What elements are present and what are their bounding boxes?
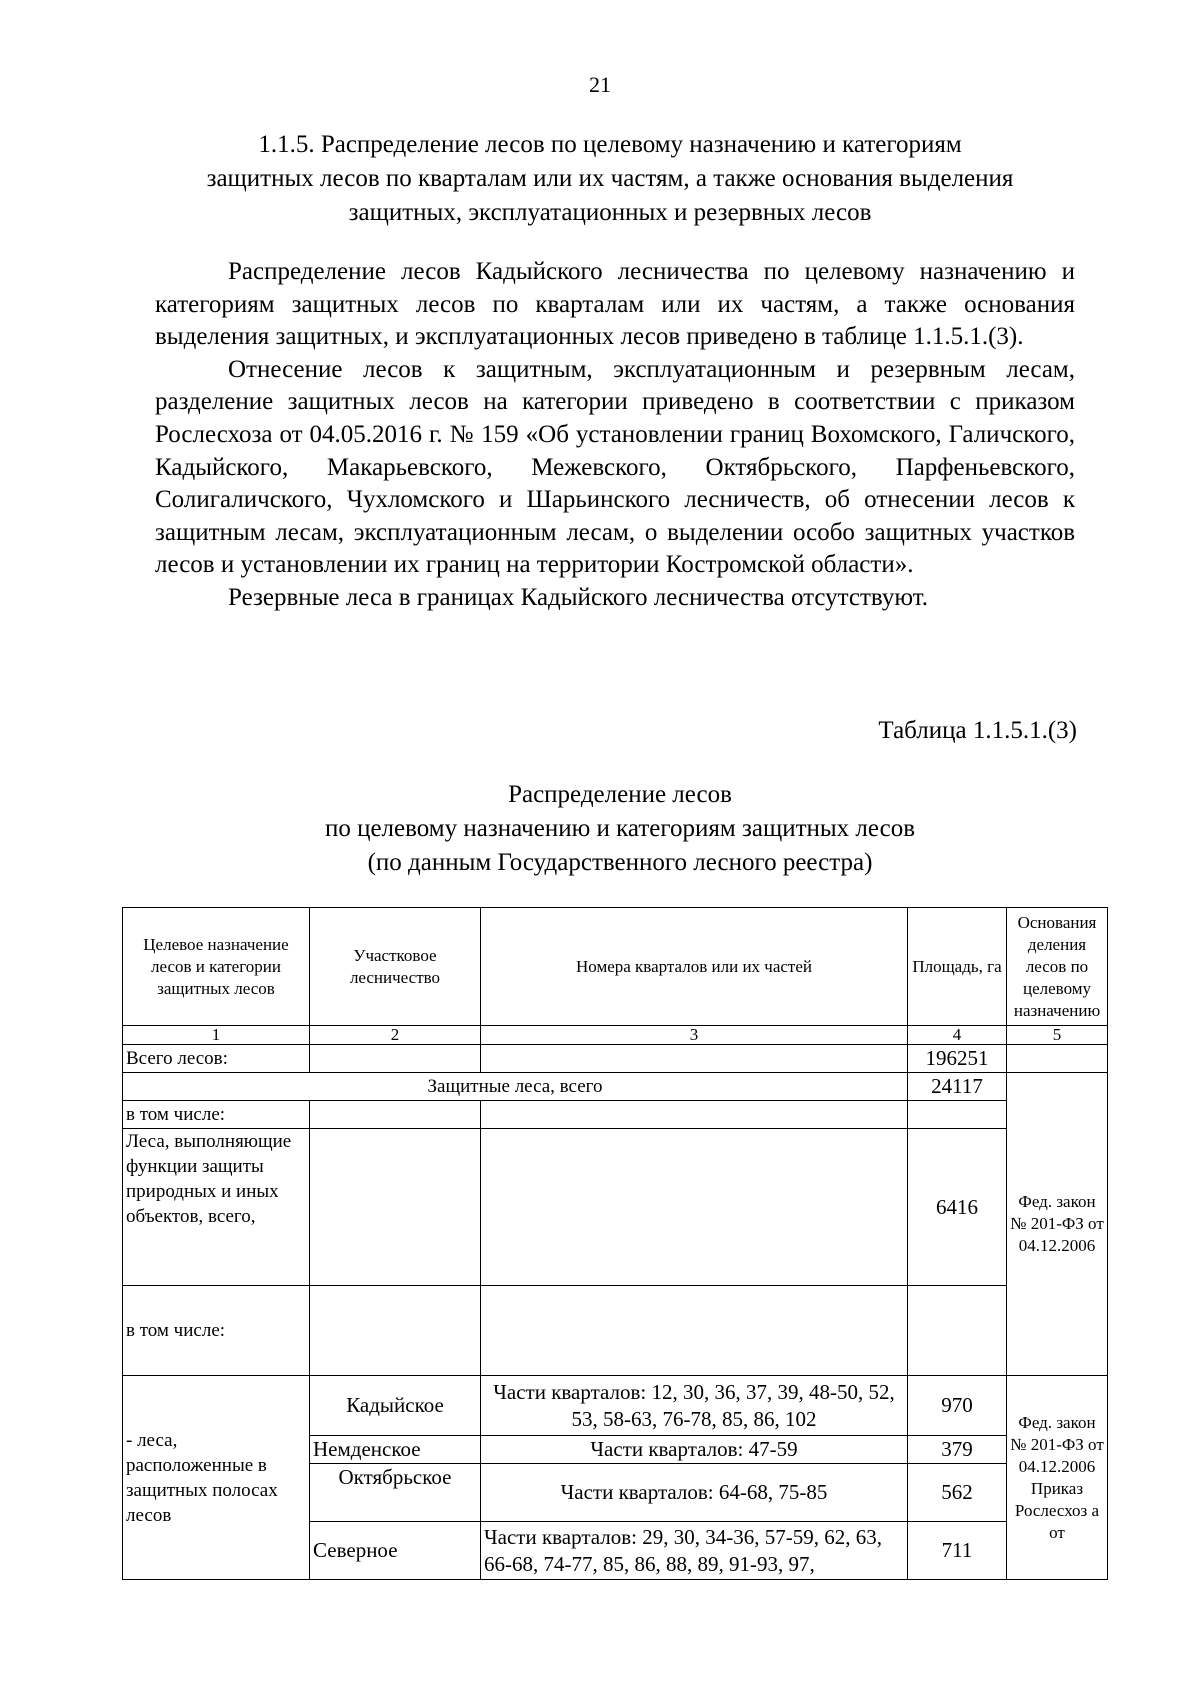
natural-protection-area: 6416: [908, 1129, 1007, 1286]
paragraph: Резервные леса в границах Кадыйского лесничества отсутствуют.: [228, 583, 928, 611]
including-label: в том числе:: [123, 1286, 310, 1376]
natural-protection-label: Леса, выполняющие функции защиты природных и иных объектов, всего,: [123, 1129, 310, 1286]
strip-area: 379: [908, 1436, 1007, 1464]
total-area: 196251: [908, 1045, 1007, 1073]
empty-cell: [481, 1286, 908, 1376]
empty-cell: [310, 1286, 481, 1376]
strip-area: 562: [908, 1464, 1007, 1522]
column-number: 1: [123, 1026, 310, 1045]
table-header-row: [123, 908, 1108, 1026]
empty-cell: [481, 1129, 908, 1286]
header-area: Площадь, га: [908, 908, 1007, 1026]
table-title-line: по целевому назначению и категориям защитных лесов: [324, 815, 916, 842]
header-purpose: Целевое назначение лесов и категории защитных лесов: [123, 908, 310, 1026]
table-row-protective: [123, 1073, 1108, 1101]
section-title-line: защитных лесов по кварталам или их частям, а также основания выделения: [206, 165, 1014, 192]
strip-district: Немденское: [310, 1436, 481, 1464]
empty-cell: [481, 1045, 908, 1073]
column-number: 2: [310, 1026, 481, 1045]
section-title-line: защитных, эксплуатационных и резервных лесов: [348, 199, 872, 226]
empty-cell: [310, 1045, 481, 1073]
strip-district: Северное: [310, 1522, 481, 1580]
strip-area: 970: [908, 1376, 1007, 1436]
table-label: Таблица 1.1.5.1.(3): [878, 717, 1077, 744]
column-number: 3: [481, 1026, 908, 1045]
protective-label: Защитные леса, всего: [123, 1073, 908, 1101]
body-text: [155, 256, 1075, 615]
strip-quarters: Части кварталов: 47-59: [481, 1436, 908, 1464]
total-label: Всего лесов:: [123, 1045, 310, 1073]
table-row-total: [123, 1045, 1108, 1073]
section-title-line: 1.1.5. Распределение лесов по целевому назначению и категориям: [258, 131, 962, 158]
empty-cell: [908, 1101, 1007, 1129]
empty-cell: [1007, 1045, 1108, 1073]
header-basis: Основания деления лесов по целевому назначению: [1007, 908, 1108, 1026]
strip-area: 711: [908, 1522, 1007, 1580]
paragraph: Отнесение лесов к защитным, эксплуатационным и резервным лесам, разделение защитных лесов на категории приведено в соответствии с приказом Рослесхоза от 04.05.2016 г. № 159 «Об установлении границ Вохомского, Галичского, Кадыйского, Макарьевского, Межевского, Октябрьского, Парфеньевского, Солигаличского, Чухломского и Шарьинского лесничеств, об отнесении лесов к защитным лесам, эксплуатационным лесам, о выделении особо защитных участков лесов и установлении их границ на территории Костромской области».: [155, 355, 1075, 579]
section-title: [140, 128, 1080, 230]
column-number: 4: [908, 1026, 1007, 1045]
table-row-including: [123, 1101, 1108, 1129]
header-district: Участковое лесничество: [310, 908, 481, 1026]
header-quarters: Номера кварталов или их частей: [481, 908, 908, 1026]
table-row-strip: [123, 1376, 1108, 1436]
basis-federal-law: Фед. закон № 201-ФЗ от 04.12.2006: [1007, 1073, 1108, 1376]
paragraph: Распределение лесов Кадыйского лесничества по целевому назначению и категориям защитных лесов по кварталам или их частям, а также основания выделения защитных, и эксплуатационных лесов приведено в таблице 1.1.5.1.(3).: [155, 258, 1075, 351]
table-title-line: Распределение лесов: [508, 781, 732, 808]
strip-district: Октябрьское: [310, 1464, 481, 1522]
column-number: 5: [1007, 1026, 1108, 1045]
page-number: 21: [589, 72, 611, 97]
table-row-including: [123, 1286, 1108, 1376]
table-title: [140, 778, 1100, 880]
table-row-natural-protection: [123, 1129, 1108, 1286]
basis-federal-law-order: Фед. закон № 201-ФЗ от 04.12.2006 Приказ Рослесхоз а от: [1007, 1376, 1108, 1580]
strip-quarters: Части кварталов: 29, 30, 34-36, 57-59, 62, 63, 66-68, 74-77, 85, 86, 88, 89, 91-93, 97,: [481, 1522, 908, 1580]
empty-cell: [908, 1286, 1007, 1376]
strip-district: Кадыйское: [310, 1376, 481, 1436]
strips-label: - леса, расположенные в защитных полосах лесов: [123, 1376, 310, 1580]
table-title-line: (по данным Государственного лесного реестра): [367, 849, 873, 876]
empty-cell: [310, 1101, 481, 1129]
empty-cell: [481, 1101, 908, 1129]
including-label: в том числе:: [123, 1101, 310, 1129]
protective-area: 24117: [908, 1073, 1007, 1101]
empty-cell: [310, 1129, 481, 1286]
forest-distribution-table: [122, 907, 1108, 1580]
column-number-row: [123, 1026, 1108, 1045]
strip-quarters: Части кварталов: 64-68, 75-85: [481, 1464, 908, 1522]
strip-quarters: Части кварталов: 12, 30, 36, 37, 39, 48-50, 52, 53, 58-63, 76-78, 85, 86, 102: [481, 1376, 908, 1436]
